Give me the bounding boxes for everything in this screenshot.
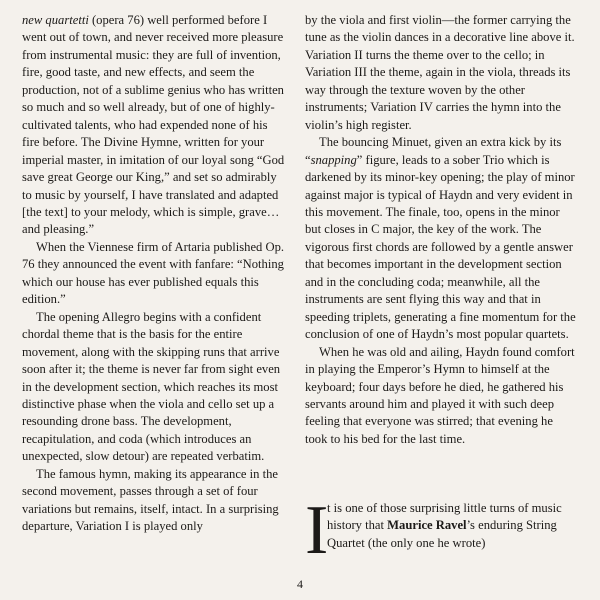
paragraph: by the viola and first violin—the former carrying the tune as the violin dances in a decorative line above it. Variation II turns the theme over to the cello; in Variation III the theme, again in the viola, threads its way through the texture woven by the other instruments; Variation IV carries the hymn into the violin’s high register. [305,13,575,132]
paragraph-text: The bouncing Minuet, given an extra kick by its “ [305,135,562,167]
paragraph [22,12,288,239]
paragraph: The opening Allegro begins with a confident chordal theme that is the basis for the entire movement, along with the skipping runs that arrive soon after it; the theme is never far from sight even in the development section, which reaches its most distinctive phase when the viola and cello set up a resounding drone bass. The development, recapitulation, and coda (which introduces an unexpected, slow detour) are repeated verbatim. [22,309,281,464]
paragraph-text: (opera 76) well performed before I went out of town, and never received more pleasure from instrumental music: they are full of invention, fire, good taste, and new effects, and seem the production, not of a sublime genius who has written so much and so well already, but of one of highly-cultivated talents, who had expended none of his fire before. The Divine Hymne, written for your imperial master, in imitation of our loyal song “God save great George our King,” and set so admirably to music by yourself, I have translated and adapted [the text] to your melody, which is simple, grave…and pleasing.” [22,13,285,237]
paragraph-text: t is one of those surprising little turns of music history that [327,501,562,533]
paragraph-text: ” figure, leads to a sober Trio which is darkened by its minor-key opening; the play of minor against major is typical of Haydn and very evident in this movement. The finale, too, opens in the minor but closes in C major, the key of the work. The vigorous first chords are followed by a gentle answer that becomes important in the development section and in the concluding coda; meanwhile, all the instruments are sent flying this way and that in speeding triplets, generating a fine momentum for the conclusion of one of Haydn’s most popular quartets. [305,152,576,342]
right-column [305,12,578,448]
drop-cap: I [305,492,329,569]
paragraph [327,500,578,552]
italic-term: new quartetti [22,13,89,27]
composer-name: Maurice Ravel [387,518,467,533]
paragraph-text: ’s enduring String Quartet (the only one he wrote) [327,518,557,550]
page-number: 4 [297,577,303,591]
paragraph: When he was old and ailing, Haydn found comfort in playing the Emperor’s Hymn to himself at the keyboard; four days before he died, he gathered his servants around him and played it with such deep feeling that everyone was stirred; that evening he took to his bed for the last time. [305,344,575,446]
paragraph [305,134,578,343]
paragraph: The famous hymn, making its appearance in the second movement, passes through a set of four variations but remains, itself, intact. In a surprising departure, Variation I is played only [22,466,279,534]
left-column [22,12,288,536]
paragraph: When the Viennese firm of Artaria published Op. 76 they announced the event with fanfare: “Nothing which our house has ever published equals this edition.” [22,239,285,307]
italic-term: snapping [310,152,357,167]
